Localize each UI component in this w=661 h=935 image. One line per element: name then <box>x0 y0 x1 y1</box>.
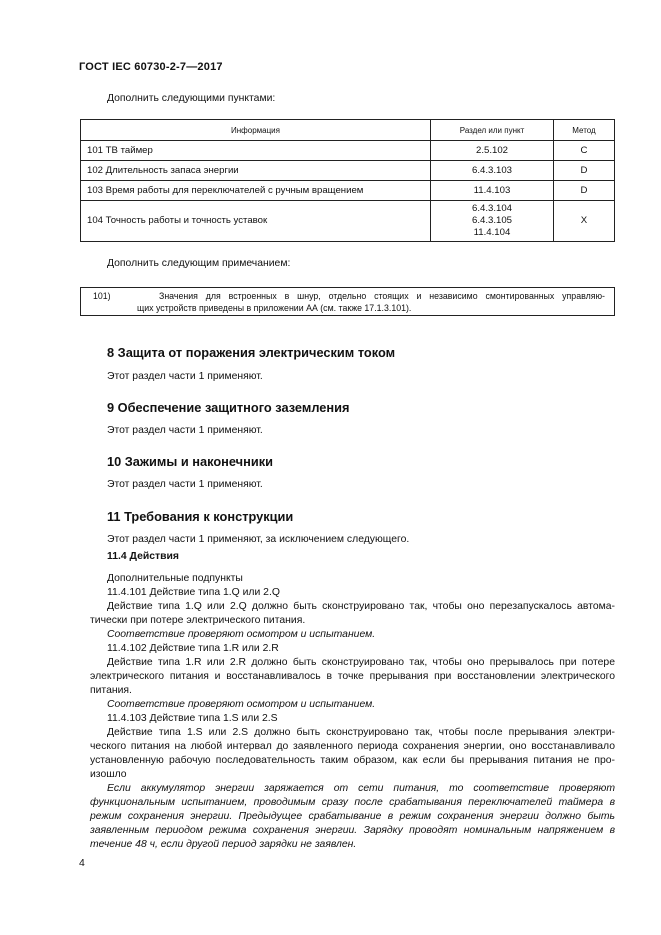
note-number: 101) <box>93 291 111 301</box>
table-row <box>81 201 615 242</box>
cell-info: 102 Длительность запаса энергии <box>81 161 431 181</box>
table-intro: Дополнить следующими пунктами: <box>107 93 276 104</box>
body-line: питания. <box>90 685 132 696</box>
note-intro: Дополнить следующим примечанием: <box>107 258 291 269</box>
clause-line: 11.4.104 <box>473 227 511 238</box>
cell-method: D <box>554 161 615 181</box>
section-title: 8 Защита от поражения электрическим током <box>107 345 396 360</box>
compliance-line: течение 48 ч, если другой период зарядки не заявлен. <box>90 839 357 850</box>
body-line: 11.4.102 Действие типа 1.R или 2.R <box>107 643 279 654</box>
col-header-method: Метод <box>554 120 615 141</box>
compliance-line: режим сохранения энергии. Предыдущее срабатывание в режим сохранения энергии должно быть <box>90 811 615 822</box>
body-line: электрического питания и восстанавливалось в точке прерывания при восстановлении электрического <box>90 671 615 682</box>
body-line: Действие типа 1.R или 2.R должно быть сконструировано так, чтобы оно прерывалось при потере <box>107 657 615 668</box>
note-line: щих устройств приведены в приложении АА (см. также 17.1.3.101). <box>137 303 412 313</box>
cell-method: X <box>554 201 615 242</box>
section-title: 11 Требования к конструкции <box>107 509 294 524</box>
compliance-line: Соответствие проверяют осмотром и испытанием. <box>107 699 376 710</box>
body-line: ческого питания на любой интервал до заявленного периода сохранения энергии, оно восстанавливало <box>90 741 615 752</box>
document-header: ГОСТ IEC 60730-2-7—2017 <box>79 61 223 73</box>
table-row <box>81 181 615 201</box>
cell-clause: 6.4.3.103 <box>431 161 554 181</box>
cell-method: D <box>554 181 615 201</box>
section-title: 10 Зажимы и наконечники <box>107 454 273 469</box>
cell-info: 104 Точность работы и точность уставок <box>81 201 431 242</box>
compliance-line: функциональным испытанием, проводимым сразу после срабатывания переключателей таймера в <box>90 797 615 808</box>
cell-clause <box>431 201 554 242</box>
col-header-info: Информация <box>81 120 431 141</box>
body-line: тически при потере электрического питания. <box>90 615 306 626</box>
table-row <box>81 141 615 161</box>
section-text: Этот раздел части 1 применяют. <box>107 425 263 436</box>
page-number: 4 <box>79 858 85 869</box>
section-text: Этот раздел части 1 применяют, за исключением следующего. <box>107 534 410 545</box>
cell-method: C <box>554 141 615 161</box>
body-line: Дополнительные подпункты <box>107 573 243 584</box>
body-line: изошло <box>90 769 127 780</box>
body-line: установленную рабочую последовательность таким образом, как если бы прерывания питания не про- <box>90 755 615 766</box>
section-title: 9 Обеспечение защитного заземления <box>107 400 350 415</box>
cell-clause: 2.5.102 <box>431 141 554 161</box>
compliance-line: Если аккумулятор энергии заряжается от сети питания, то соответствие проверяют <box>107 783 615 794</box>
cell-clause: 11.4.103 <box>431 181 554 201</box>
note-box <box>80 287 615 316</box>
cell-info: 101 ТВ таймер <box>81 141 431 161</box>
table-header-row <box>81 120 615 141</box>
col-header-clause: Раздел или пункт <box>431 120 554 141</box>
body-line: 11.4.103 Действие типа 1.S или 2.S <box>107 713 278 724</box>
body-line: Действие типа 1.S или 2.S должно быть сконструировано так, чтобы после прерывания электри- <box>107 727 615 738</box>
note-line: Значения для встроенных в шнур, отдельно стоящих и независимо смонтированных управляю- <box>159 291 605 301</box>
table-row <box>81 161 615 181</box>
compliance-line: заявленным периодом режима сохранения энергии. Зарядку проводят номинальным напряжением в <box>90 825 615 836</box>
cell-info: 103 Время работы для переключателей с ручным вращением <box>81 181 431 201</box>
info-table <box>80 119 615 242</box>
subsection-title: 11.4 Действия <box>107 551 179 562</box>
section-text: Этот раздел части 1 применяют. <box>107 479 263 490</box>
compliance-line: Соответствие проверяют осмотром и испытанием. <box>107 629 376 640</box>
section-text: Этот раздел части 1 применяют. <box>107 371 263 382</box>
clause-line: 6.4.3.104 <box>471 203 512 214</box>
clause-line: 6.4.3.105 <box>471 215 512 226</box>
body-line: Действие типа 1.Q или 2.Q должно быть сконструировано так, чтобы оно перезапускалось автома- <box>107 601 615 612</box>
body-line: 11.4.101 Действие типа 1.Q или 2.Q <box>107 587 280 598</box>
